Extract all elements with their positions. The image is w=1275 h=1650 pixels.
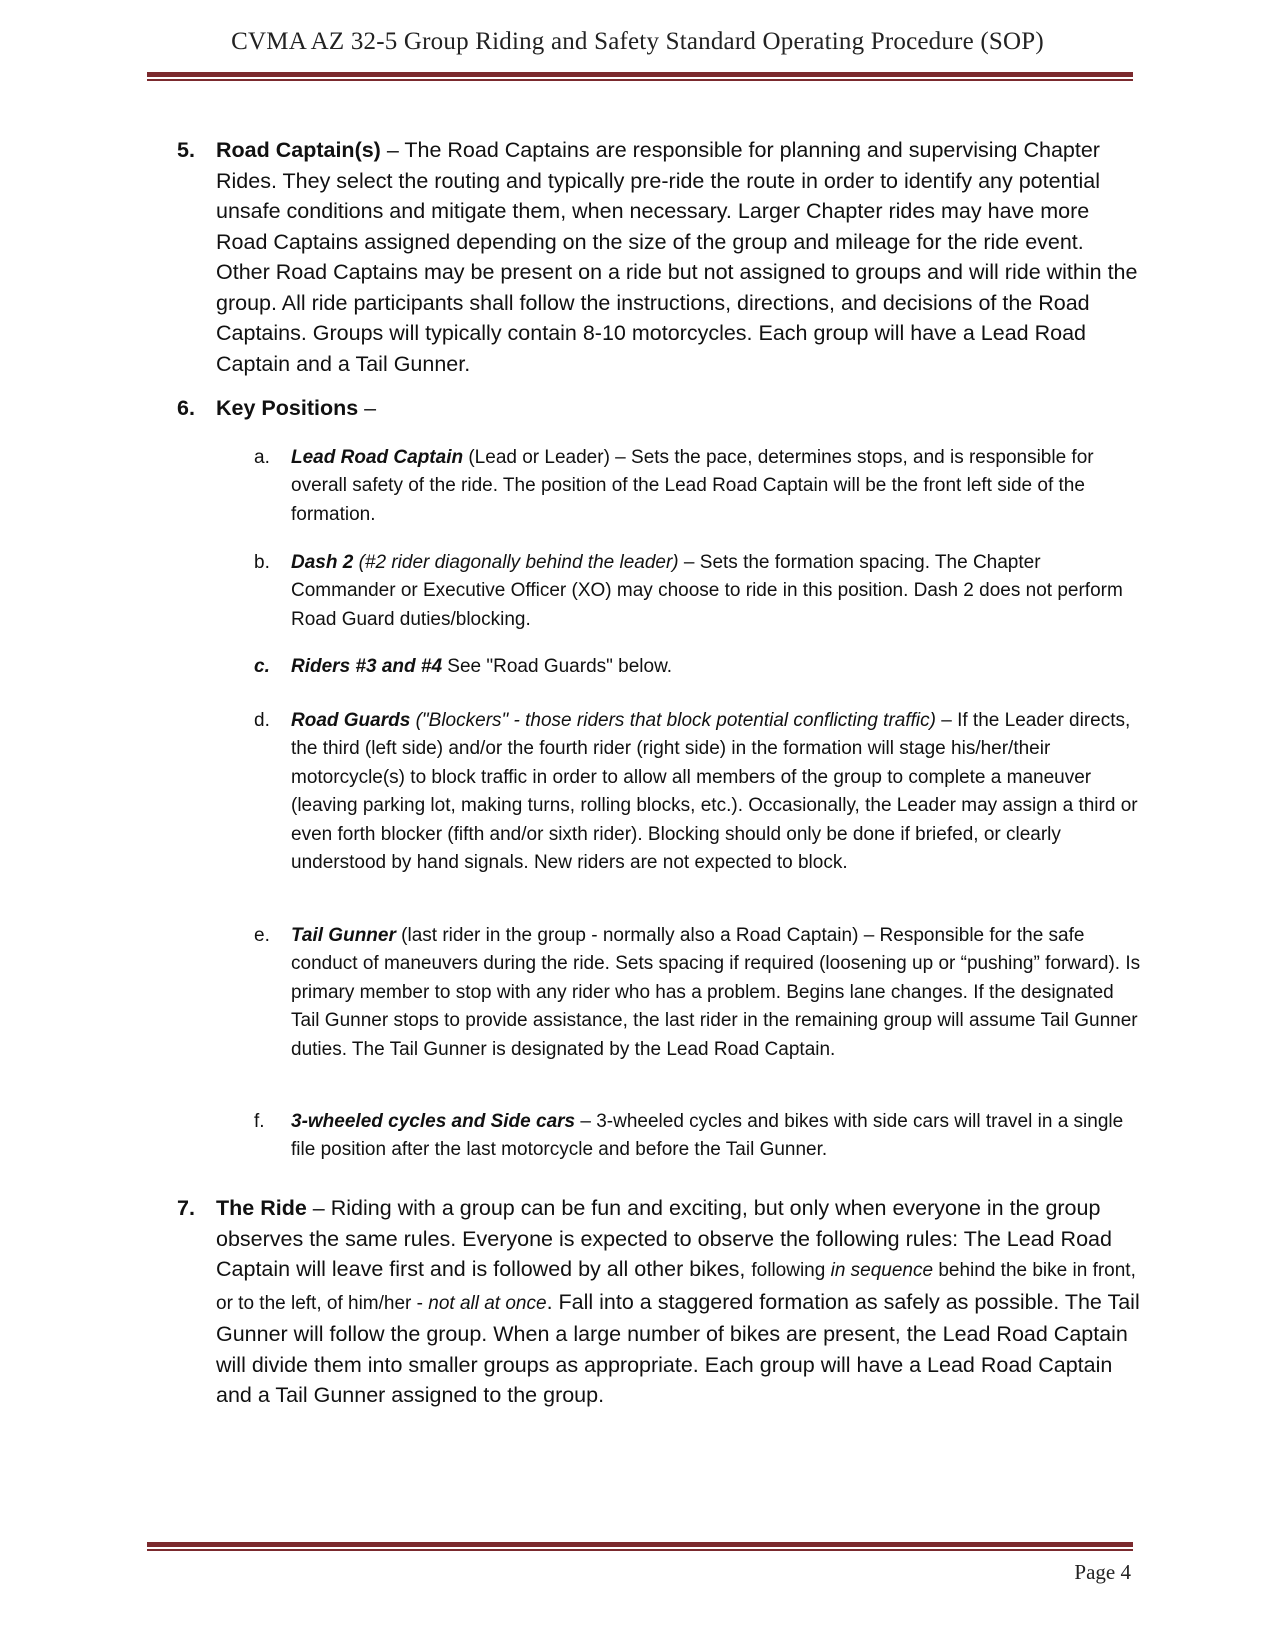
list-item-subtitle: (#2 rider diagonally behind the leader) xyxy=(353,552,679,573)
section-body xyxy=(216,135,1142,379)
list-item-letter: b. xyxy=(254,552,270,573)
footer-divider xyxy=(147,1542,1133,1551)
section-text: – Riding with a group can be fun and exciting, but only when everyone in the group observes the same rules. Everyone is expected to observe the following rules: The Lead Road Captain will leave first and is followed by all other bikes, xyxy=(216,1196,1112,1281)
section-title: Road Captain(s) xyxy=(216,138,381,162)
list-item-letter: a. xyxy=(254,447,270,468)
section-road-captains xyxy=(177,135,1142,379)
list-item-lead-road-captain xyxy=(254,444,1144,529)
list-item-letter: c. xyxy=(254,656,270,677)
list-item-riders-3-4 xyxy=(254,653,1144,681)
section-key-positions xyxy=(177,393,1142,424)
section-text-italic: not all at once xyxy=(428,1292,547,1314)
section-text: – The Road Captains are responsible for planning and supervising Chapter Rides. They select the routing and typically pre-ride the route in order to identify any potential unsafe conditions and mitigate them, when necessary. Larger Chapter rides may have more Road Captains assigned depending on the size of the group and mileage for the ride event. Other Road Captains may be present on a ride but not assigned to groups and will ride within the group. All ride participants shall follow the instructions, directions, and decisions of the Road Captains. Groups will typically contain 8-10 motorcycles. Each group will have a Lead Road Captain and a Tail Gunner. xyxy=(216,138,1138,376)
list-item-text: See "Road Guards" below. xyxy=(442,656,673,677)
section-text: . Fall into a staggered formation as safely as possible. The Tail Gunner will follow the group. When a large number of bikes are present, the Lead Road Captain will divide them into smaller groups as appropriate. Each group will have a Lead Road Captain and a Tail Gunner assigned to the group. xyxy=(216,1289,1140,1407)
list-item-text: – 3-wheeled cycles and bikes with side cars will travel in a single file position after the last motorcycle and before the Tail Gunner. xyxy=(291,1111,1124,1161)
section-text-small: following xyxy=(751,1260,831,1281)
section-the-ride xyxy=(177,1193,1142,1411)
list-item-text: (last rider in the group - normally also a Road Captain) – Responsible for the safe conduct of maneuvers during the ride. Sets spacing if required (loosening up or “pushing” forward). Is primary member to stop with any rider who has a problem. Begins lane changes. If the designated Tail Gunner stops to provide assistance, the last rider in the remaining group will assume Tail Gunner duties. The Tail Gunner is designated by the Lead Road Captain. xyxy=(291,925,1141,1060)
list-item-subtitle: ("Blockers" - those riders that block potential conflicting traffic) xyxy=(410,710,936,731)
list-item-title: 3-wheeled cycles and Side cars xyxy=(291,1111,576,1132)
list-item-dash-2 xyxy=(254,549,1144,634)
page-number: Page 4 xyxy=(1074,1560,1131,1584)
header-divider xyxy=(147,72,1133,81)
section-number: 6. xyxy=(177,396,195,420)
section-title: Key Positions xyxy=(216,396,359,420)
section-body xyxy=(216,1193,1142,1411)
section-title: The Ride xyxy=(216,1196,307,1220)
section-text-small: behind the bike in front, or to the left, of him/her - xyxy=(216,1260,1136,1314)
section-number: 5. xyxy=(177,138,195,162)
list-item-title: Dash 2 xyxy=(291,552,354,573)
section-number: 7. xyxy=(177,1196,195,1220)
section-title-dash: – xyxy=(358,396,377,420)
section-text-italic: in sequence xyxy=(830,1260,934,1281)
list-item-road-guards xyxy=(254,707,1144,877)
list-item-title: Tail Gunner xyxy=(291,925,396,946)
list-item-letter: e. xyxy=(254,925,270,946)
page-header-title: CVMA AZ 32-5 Group Riding and Safety Standard Operating Procedure (SOP) xyxy=(231,28,1044,55)
list-item-tail-gunner xyxy=(254,922,1144,1064)
list-item-text: – Sets the formation spacing. The Chapter Commander or Executive Officer (XO) may choose to ride in this position. Dash 2 does not perform Road Guard duties/blocking. xyxy=(291,552,1123,630)
list-item-text: (Lead or Leader) – Sets the pace, determines stops, and is responsible for overall safety of the ride. The position of the Lead Road Captain will be the front left side of the formation. xyxy=(291,447,1094,525)
list-item-letter: d. xyxy=(254,710,270,731)
section-body xyxy=(216,393,1142,424)
list-item-3-wheeled xyxy=(254,1108,1144,1165)
list-item-title: Road Guards xyxy=(291,710,411,731)
list-item-title: Riders #3 and #4 xyxy=(291,656,443,677)
list-item-letter: f. xyxy=(254,1111,265,1132)
list-item-text: – If the Leader directs, the third (left side) and/or the fourth rider (right side) in the formation will stage his/her/their motorcycle(s) to block traffic in order to allow all members of the group to complete a maneuver (leaving parking lot, making turns, rolling blocks, etc.). Occasionally, the Leader may assign a third or even forth blocker (fifth and/or sixth rider). Blocking should only be done if briefed, or clearly understood by hand signals. New riders are not expected to block. xyxy=(291,710,1138,874)
list-item-title: Lead Road Captain xyxy=(291,447,464,468)
